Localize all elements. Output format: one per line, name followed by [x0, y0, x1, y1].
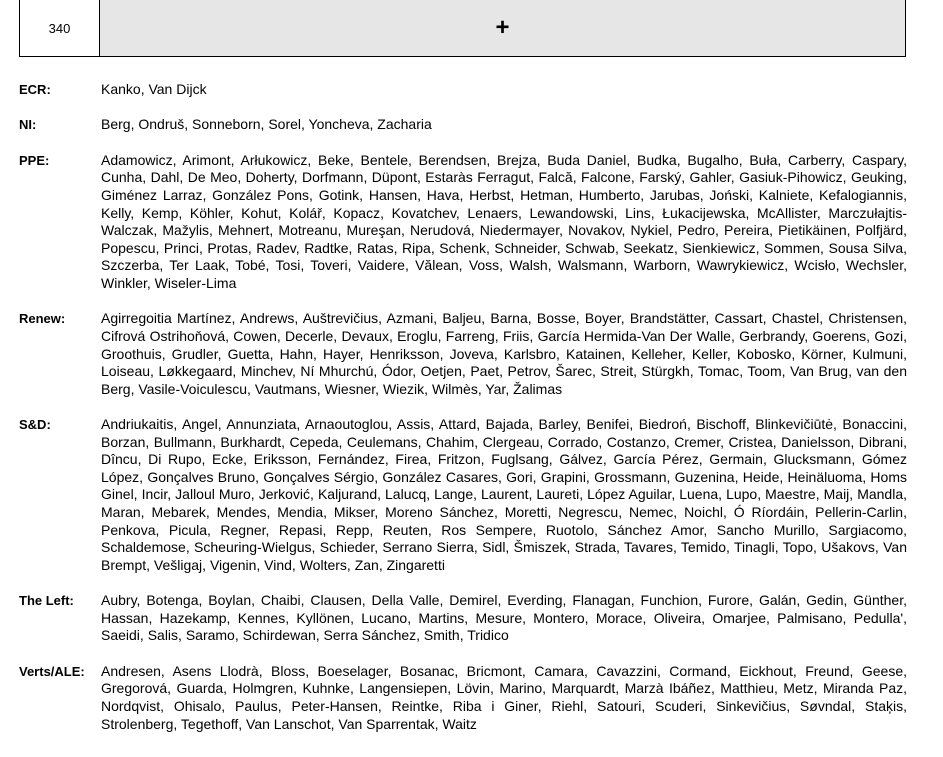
vote-result-box — [19, 0, 906, 57]
group-members: Andresen, Asens Llodrà, Bloss, Boeselager, Bosanac, Bricmont, Camara, Cavazzini, Cormand, Eickhout, Freund, Geese, Gregorová, Guarda, Holmgren, Kuhnke, Langensiepen, Lövin, Marino, Marquardt, Marzà Ibáñez, Matthieu, Metz, Miranda Paz, Nordqvist, Ohisalo, Paulus, Peter-Hansen, Reintke, Riba i Giner, Riehl, Satouri, Scuderi, Sinkevičius, Søvndal, Staķis, Strolenberg, Tegethoff, Van Lanschot, Van Sparrentak, Waitz — [101, 662, 907, 732]
group-label: NI: — [19, 117, 37, 133]
group-list — [19, 81, 907, 751]
group-ni — [19, 116, 907, 134]
group-label: The Left: — [19, 593, 74, 609]
group-ecr — [19, 81, 907, 99]
group-members: Aubry, Botenga, Boylan, Chaibi, Clausen, Della Valle, Demirel, Everding, Flanagan, Funchion, Furore, Galán, Gedin, Günther, Hassan, Hazekamp, Kennes, Kyllönen, Lucano, Martins, Mesure, Montero, Morace, Oliveira, Omarjee, Palmisano, Pedulla', Saeidi, Salis, Saramo, Schirdewan, Serra Sánchez, Smith, Tridico — [101, 592, 907, 644]
group-the-left — [19, 592, 907, 645]
group-label: Verts/ALE: — [19, 663, 85, 679]
vote-count: 340 — [20, 0, 100, 56]
group-label: Renew: — [19, 311, 66, 327]
group-label: ECR: — [19, 82, 51, 97]
group-members: Adamowicz, Arimont, Arłukowicz, Beke, Bentele, Berendsen, Brejza, Buda Daniel, Budka, Bugalho, Buła, Carberry, Caspary, Cunha, Dahl, De Meo, Doherty, Dorfmann, Düpont, Estaràs Ferragut, Falcă, Falcone, Farský, Gahler, Gasiuk-Pihowicz, Geuking, Giménez Larraz, González Pons, Gotink, Hansen, Hava, Herbst, Hetman, Humberto, Jarubas, Joński, Kalniete, Kefalogiannis, Kelly, Kemp, Köhler, Kohut, Kolář, Kopacz, Kovatchev, Lenaers, Lewandowski, Lins, Łukacijewska, McAllister, Marczułajtis-Walczak, Mažylis, Mehnert, Motreanu, Mureşan, Nerudová, Niedermayer, Novakov, Nykiel, Pedro, Pereira, Pietikäinen, Polfjärd, Popescu, Princi, Protas, Radev, Radtke, Ratas, Ripa, Schenk, Schneider, Schwab, Seekatz, Sienkiewicz, Sommen, Sousa Silva, Szczerba, Ter Laak, Tobé, Tosi, Toveri, Vaidere, Vălean, Voss, Walsh, Walsmann, Warborn, Wawrykiewicz, Wcisło, Wechsler, Winkler, Wiseler-Lima — [101, 151, 907, 291]
group-verts-ale — [19, 663, 907, 733]
group-sd — [19, 416, 907, 574]
group-members: Kanko, Van Dijck — [101, 81, 207, 97]
group-ppe — [19, 152, 907, 293]
group-renew — [19, 310, 907, 398]
group-members: Andriukaitis, Angel, Annunziata, Arnaoutoglou, Assis, Attard, Bajada, Barley, Benifei, Biedroń, Bischoff, Blinkevičiūtė, Bonaccini, Borzan, Bullmann, Burkhardt, Cepeda, Ceulemans, Chahim, Clergeau, Corrado, Costanzo, Cremer, Cristea, Danielsson, Dibrani, Dîncu, Di Rupo, Ecke, Eriksson, Fernández, Firea, Fritzon, Fuglsang, Gálvez, García Pérez, Germain, Glucksmann, Gómez López, Gonçalves Bruno, Gonçalves Sérgio, González Casares, Gori, Grapini, Grossmann, Guzenina, Heide, Heinäluoma, Homs Ginel, Incir, Jalloul Muro, Jerković, Kaljurand, Lalucq, Lange, Laurent, Laureti, López Aguilar, Luena, Lupo, Maestre, Maij, Mandla, Maran, Mebarek, Mendes, Mendia, Mikser, Moreno Sánchez, Moretti, Negrescu, Nemec, Noichl, Ó Ríordáin, Pellerin-Carlin, Penkova, Picula, Regner, Repasi, Repp, Reuten, Ros Sempere, Ruotolo, Sánchez Amor, Sancho Murillo, Sargiacomo, Schaldemose, Scheuring-Wielgus, Schieder, Serrano Sierra, Sidl, Šmiszek, Strada, Tavares, Temido, Tinagli, Topo, Ušakovs, Van Brempt, Vešligaj, Vigenin, Vind, Wolters, Zan, Zingaretti — [101, 416, 907, 573]
group-members: Berg, Ondruš, Sonneborn, Sorel, Yoncheva, Zacharia — [101, 116, 432, 133]
group-label: S&D: — [19, 417, 51, 433]
group-label: PPE: — [19, 152, 50, 168]
vote-result-symbol: + — [100, 0, 905, 56]
group-members: Agirregoitia Martínez, Andrews, Auštrevičius, Azmani, Baljeu, Barna, Bosse, Boyer, Brandstätter, Cassart, Chastel, Christensen, Cifrová Ostrihoňová, Cowen, Decerle, Devaux, Eroglu, Farreng, Friis, García Hermida-Van Der Walle, Gerbrandy, Goerens, Gozi, Groothuis, Grudler, Guetta, Hahn, Hayer, Henriksson, Joveva, Karlsbro, Katainen, Kelleher, Keller, Kobosko, Körner, Kulmuni, Loiseau, Løkkegaard, Minchev, Ní Mhurchú, Ódor, Oetjen, Paet, Petrov, Šarec, Streit, Stürgkh, Tomac, Toom, Van Brug, van den Berg, Vasile-Voiculescu, Vautmans, Wiesner, Wiezik, Wilmès, Yar, Žalimas — [101, 310, 907, 397]
